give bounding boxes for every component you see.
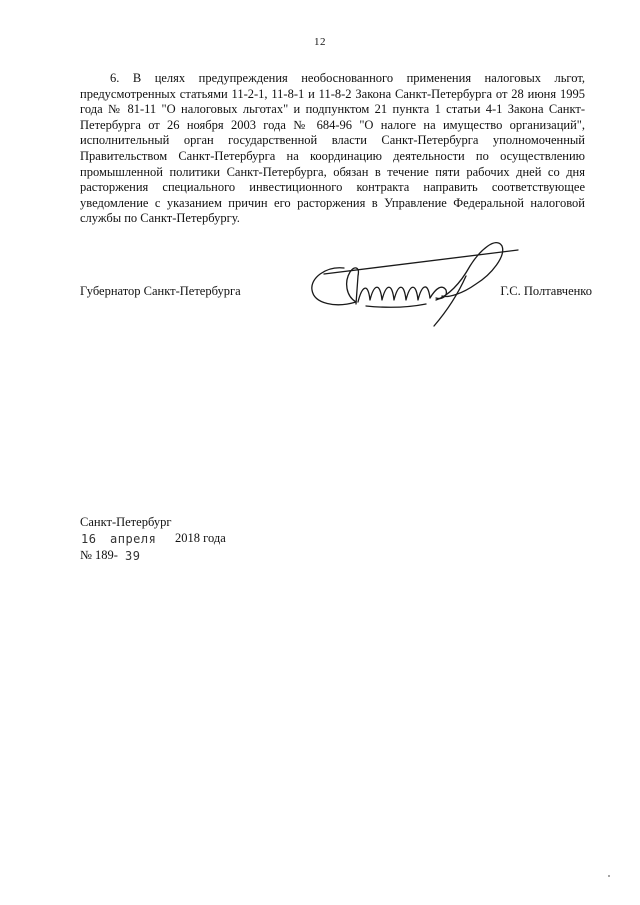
place-date-block — [80, 514, 300, 564]
document-number-suffix: 39 — [125, 549, 141, 563]
date-day: 16 — [81, 532, 97, 546]
document-number-line — [80, 547, 300, 564]
page-number: 12 — [314, 36, 326, 48]
body-paragraph: 6. В целях предупреждения необоснованного применения налоговых льгот, предусмотренных статьями 11-2-1, 11-8-1 и 11-8-2 Закона Санкт-Петербурга от 28 июня 1995 года № 81-11 "О налоговых льготах" и подпунктом 21 пункта 1 статьи 4-1 Закона Санкт-Петербурга от 26 ноября 2003 года № 684-96 "О налоге на имущество организаций", исполнительный орган государственной власти Санкт-Петербурга уполномоченный Правительством Санкт-Петербурга на координацию деятельности по осуществлению промышленной политики Санкт-Петербурга, обязан в течение пяти рабочих дней со дня расторжения специального инвестиционного контракта направить соответствующее уведомление с указанием причин его расторжения в Управление Федеральной налоговой службы по Санкт-Петербургу. — [80, 71, 585, 226]
signature-icon — [296, 226, 526, 338]
signer-name: Г.С. Полтавченко — [500, 284, 592, 298]
date-line — [80, 530, 300, 547]
date-year: 2018 года — [175, 531, 226, 545]
signer-position: Губернатор Санкт-Петербурга — [80, 284, 241, 298]
date-month: апреля — [110, 532, 157, 546]
document-number-prefix: № 189- — [80, 548, 118, 562]
city-line: Санкт-Петербург — [80, 515, 172, 529]
scan-artifact-dot — [608, 875, 610, 877]
